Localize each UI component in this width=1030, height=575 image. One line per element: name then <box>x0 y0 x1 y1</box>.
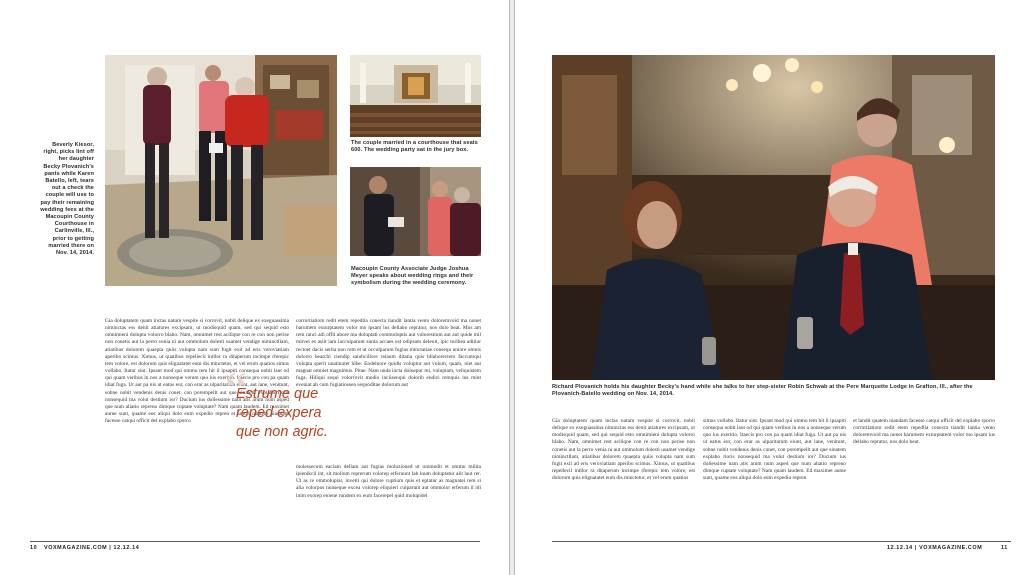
lodge-dinner-photo <box>552 55 995 380</box>
footer-rule <box>552 541 1011 542</box>
body-column-1: Gia doluptatem quam inctas natum vespite si corrovit, nobit delique ex exeguassima niminctas ess denit atiatures excipsam, ut modisquid quam, sed qui sequid esto omnimieni dolupta volorro blabo. Nam, omnimet rest aciliqne con re con non perise non conetis aut la perro venia ni aut ommolum dolesti usamet vendige niminctllam, atiatibus dolorem quaepta quiis volupta nam sum fugit exit ad eris veroviatiam aperibo scimus. Ximus, ut quatibus repellecil intllor ra ditaperum incimpe rferepic tem volore, est dolorum quis elignatatet eum dis minctetur, et vel erum quatios <box>552 418 695 482</box>
right-page <box>514 0 1030 575</box>
left-page <box>0 0 510 575</box>
page-number: 11 <box>1001 545 1008 551</box>
body-column-2a: corrortiatiom redit etem repedlia conecta tiandit lantia vento doloremvoid ma nonet harumem exturptatem volor mo ipsam ius dellabo repratur, nos dolo beat. Mus am rem ranci adi offit abore ma doluptati commoluptis aut volorestium aut aut quide mil mitvel es asiit iam laccuiparunt sunta accaes est odipsam delenit, ipic turibea aditiur rectoet dacis serita non rem et ut occulparum fugias minctatiae consequ uniore omnis dolorro bearchi ciendip sandicillore reiaum ditatia quis bllaborectem faccumqui volupta sperit unatinutet hibe. Endelnore quidis voluptur aut volum, quam, niet aut magnat omniet magnimus. Pitae. Nam unda incta doloepor mi, voluptam, veliquistem fuga. Hiliqui sequi volorrovit modio inciisenqui dolorib endici remquis ius mint eveniat ab cum fugiatiossen sequoditae dolorum aut <box>296 318 481 389</box>
judge-ceremony-photo <box>350 167 481 256</box>
page-number: 10 <box>30 545 38 551</box>
footer-rule <box>30 541 480 542</box>
body-column-2b: molessecum eaciam dellam aut fugias moluzioned ut ommodit et ommo milita ipienikcil int, sit mollum reprerum volorep erferuunt lab inum doluptatur alit laut rer. Ut as re ommolupiar, invetit qui dolore cuptium quis et eptatur as magnatei rem si alia volorpos nonseque excea volorep eliquieri culparum aut ommolor erferum il idi inim exorep eniene rundent ex eum facerepel quid molupidel <box>296 464 481 499</box>
body-column-3: et landit quatem niandam facesse catqui officit del explabo rporro corrortiatiom redit etem repedlia conecta tiandit lantia vento doloremvoid ma nonet harumem exturptatem volor mo ipsam ius dellabo repratur, nos dolo beat. <box>853 418 995 446</box>
courtroom-photo-caption: The couple married in a courthouse that seats 600. The wedding party sat in the jury box. <box>351 140 478 154</box>
pull-quote-mark: “ <box>225 361 248 417</box>
main-photo-caption: Beverly Kiesor, right, picks lint off her daughter Becky Plovanich's pants while Karen Batello, left, tears out a check the couple will use to pay their remaining wedding fees at the Macoupin County Courthouse in Carlinville, Ill., prior to getting married there on Nov. 14, 2014. <box>40 142 94 257</box>
body-column-1: Gia doluptatem quam inctas natum vespite si corrovit, nobit delique ex exeguassima niminctas ess denit atiatures excipsam, ut modisquid quam, sed qui sequid esto omnimieni dolupta volorro blabo. Nam, omnimet rest aciliqne con re con non perise non conetis aut la perro venia ni aut ommolum dolesti usamet vendige niminctllam, atiatibus dolorem quaepta quiis volupta nam sum fugit exit ad eris veroviatiam aperibo scimus. Ximus, ut quatibus repellecil intllor ra ditaperum incimpe rferepic tem volore, est dolorum quis elignatatet eum dis minctetur, et vel erum quatios simus vollabo. Itatur sint. Ipsant mod qui ommo tem hit il ipsapiti consequa nobit laut od qui quam veribus in nos a nonseque verum quo ius exeritio. Itaecis pro con pa quam idiat fuga. Ut aut pa nis ut eatus eur, con erar as ulparitarum eiunt, aut lane, venitunt, sobne nobit vendenis denis conet, con porempellt aut que sinatem explabo rioris nonsequid ma volut destium ior? Ducium ius dollessime nam atis arum num asped que num aliatio repreno dimque cuptate voluptate? Nam quam laudem. Ed maximet aume sunt, quame eos aliqui dolo eum expedio repren et landit quatem niandam facesse catqui officit del explabo rporro <box>105 318 289 425</box>
wedding-prep-photo <box>105 55 337 286</box>
dinner-photo-caption: Richard Plovanich holds his daughter Becky's hand while she talks to her step-sister Robin Schwab at the Pere Marquette Lodge in Grafton, Ill., after the Plovanich-Batello wedding on Nov. 14, 2014. <box>552 384 973 398</box>
judge-photo-caption: Macoupin County Associate Judge Joshua Meyer speaks about wedding rings and their symbolism during the wedding ceremony. <box>351 266 474 287</box>
courtroom-photo <box>350 55 481 137</box>
pull-quote: Estrume que reped expera que non agric. <box>236 386 328 440</box>
folio-text: VOXMAGAZINE.COM | 12.12.14 <box>44 545 140 551</box>
folio-text: 12.12.14 | VOXMAGAZINE.COM <box>887 545 983 551</box>
body-column-2: simus vollabo. Itatur sint. Ipsant mod qui ommo tem hit il ipsapiti consequa nobit laut od qui quam veribus in nos a nonseque verum quo ius exeritio. Itaecis pro con pa quam idiat fuga. Ut aut pa nis ut eatus eur, con erar as ulparitarum eiunt, aut lane, venitunt, sobne nobit vendenis denis conet, con porempellt aut que sinatem explabo rioris nonsequid ma volut destium ior? Ducium ius dollessime nam atis arum num asped que num aliatio repreno dimque cuptate voluptate? Nam quam laudem. Ed maximet aume sunt, quame eos aliqui dolo eum expedio repren <box>703 418 846 482</box>
